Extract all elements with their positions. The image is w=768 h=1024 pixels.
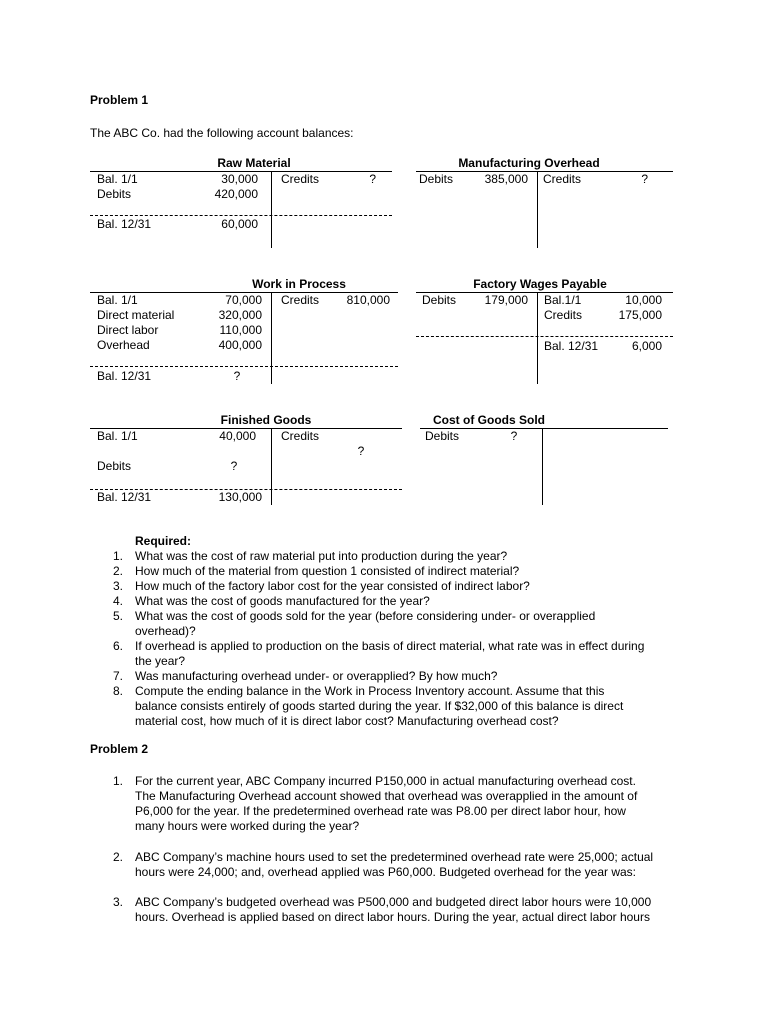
raw-material-title: Raw Material — [217, 156, 291, 170]
wip-center-rule — [271, 292, 272, 384]
fg-bal2-value: 130,000 — [218, 490, 262, 504]
list-item-continuation: material cost, how much of it is direct labor cost? Manufacturing overhead cost? — [135, 714, 559, 728]
raw-material-bal2-value: 60,000 — [221, 217, 258, 231]
fwp-bal1-label: Bal.1/1 — [544, 293, 582, 307]
cogs-title: Cost of Goods Sold — [433, 413, 545, 427]
list-item-continuation: balance consists entirely of goods started during the year. If $32,000 of this balance is direct — [135, 699, 624, 713]
list-item: If overhead is applied to production on the basis of direct material, what rate was in effect during — [135, 639, 645, 653]
list-item-continuation: P6,000 for the year. If the predetermined overhead rate was P8.00 per direct labor hour, how — [135, 804, 626, 818]
list-item-number: 3. — [112, 895, 123, 909]
wip-oh-value: 400,000 — [218, 338, 262, 352]
wip-oh-label: Overhead — [97, 338, 150, 352]
wip-dl-value: 110,000 — [219, 323, 262, 337]
raw-material-debits-label: Debits — [97, 187, 132, 201]
list-item: Compute the ending balance in the Work in Process Inventory account. Assume that this — [135, 684, 605, 698]
list-item-continuation: hours. Overhead is applied based on direct labor hours. During the year, actual direct labor hours — [135, 910, 650, 924]
raw-material-debits-value: 420,000 — [214, 187, 258, 201]
fg-title: Finished Goods — [220, 413, 312, 427]
raw-material-credits-label: Credits — [281, 172, 320, 186]
fwp-bal2-label: Bal. 12/31 — [544, 339, 599, 353]
wip-credits-value: 810,000 — [346, 293, 390, 307]
fwp-bal2-value: 6,000 — [631, 339, 662, 353]
wip-bal2-value: ? — [233, 369, 241, 383]
wip-title: Work in Process — [252, 277, 346, 291]
list-item-continuation: The Manufacturing Overhead account showed that overhead was overapplied in the amount of — [135, 789, 638, 803]
list-item: How much of the factory labor cost for the year consisted of indirect labor? — [135, 579, 530, 593]
cogs-center-rule — [542, 428, 543, 505]
fwp-title: Factory Wages Payable — [473, 277, 607, 291]
list-item: ABC Company’s budgeted overhead was P500,000 and budgeted direct labor hours were 10,000 — [135, 895, 652, 909]
problem1-intro: The ABC Co. had the following account balances: — [90, 126, 354, 140]
fwp-debits-label: Debits — [422, 293, 457, 307]
raw-material-center-rule — [271, 171, 272, 248]
fwp-credits-value: 175,000 — [618, 308, 662, 322]
list-item: What was the cost of goods manufactured for the year? — [135, 594, 430, 608]
list-item-number: 2. — [112, 850, 123, 864]
problem1-title: Problem 1 — [90, 93, 149, 107]
fg-bal1-label: Bal. 1/1 — [97, 429, 138, 443]
list-item-continuation: many hours were worked during the year? — [135, 819, 360, 833]
list-item: ABC Company’s machine hours used to set the predetermined overhead rate were 25,000; actual — [135, 850, 654, 864]
raw-material-bal2-label: Bal. 12/31 — [97, 217, 152, 231]
raw-material-bal1-label: Bal. 1/1 — [97, 172, 138, 186]
wip-dashed-rule — [90, 366, 398, 367]
list-item-number: 7. — [112, 669, 123, 683]
fg-credits-value: ? — [357, 444, 365, 458]
list-item-number: 4. — [112, 594, 123, 608]
fg-debits-value: ? — [230, 459, 238, 473]
mfg-overhead-credits-value: ? — [641, 172, 648, 186]
mfg-overhead-center-rule — [537, 171, 538, 248]
raw-material-dashed-rule — [90, 215, 392, 216]
mfg-overhead-debits-label: Debits — [419, 172, 454, 186]
list-item-number: 2. — [112, 564, 123, 578]
list-item: For the current year, ABC Company incurred P150,000 in actual manufacturing overhead cost. — [135, 774, 636, 788]
mfg-overhead-credits-label: Credits — [543, 172, 582, 186]
fg-bal1-value: 40,000 — [219, 429, 256, 443]
cogs-debits-label: Debits — [425, 429, 460, 443]
list-item: How much of the material from question 1 consisted of indirect material? — [135, 564, 520, 578]
wip-dm-label: Direct material — [97, 308, 175, 322]
fg-debits-label: Debits — [97, 459, 132, 473]
list-item: What was the cost of raw material put into production during the year? — [135, 549, 508, 563]
wip-bal1-label: Bal. 1/1 — [97, 293, 138, 307]
list-item-number: 3. — [112, 579, 123, 593]
problem2-title: Problem 2 — [90, 742, 149, 756]
list-item-number: 1. — [112, 549, 123, 563]
fwp-debits-value: 179,000 — [484, 293, 528, 307]
list-item-number: 6. — [112, 639, 123, 653]
list-item-number: 8. — [112, 684, 123, 698]
list-item-continuation: hours were 24,000; and, overhead applied was P60,000. Budgeted overhead for the year was: — [135, 865, 637, 879]
fwp-bal1-value: 10,000 — [625, 293, 662, 307]
mfg-overhead-title: Manufacturing Overhead — [458, 156, 600, 170]
wip-bal1-value: 70,000 — [225, 293, 262, 307]
list-item-number: 1. — [112, 774, 123, 788]
raw-material-bal1-value: 30,000 — [221, 172, 258, 186]
wip-dm-value: 320,000 — [218, 308, 262, 322]
fwp-credits-label: Credits — [544, 308, 583, 322]
raw-material-credits-value: ? — [369, 172, 376, 186]
wip-bal2-label: Bal. 12/31 — [97, 369, 152, 383]
fg-credits-label: Credits — [281, 429, 320, 443]
wip-credits-label: Credits — [281, 293, 320, 307]
cogs-debits-value: ? — [510, 429, 518, 443]
fwp-center-rule — [537, 292, 538, 384]
list-item: Was manufacturing overhead under- or overapplied? By how much? — [135, 669, 498, 683]
mfg-overhead-debits-value: 385,000 — [484, 172, 528, 186]
list-item-number: 5. — [112, 609, 123, 623]
wip-dl-label: Direct labor — [97, 323, 159, 337]
fwp-dashed-rule — [416, 336, 673, 337]
fg-bal2-label: Bal. 12/31 — [97, 490, 152, 504]
list-item: What was the cost of goods sold for the year (before considering under- or overapplied — [135, 609, 596, 623]
required-title: Required: — [135, 534, 192, 548]
fg-center-rule — [271, 428, 272, 505]
list-item-continuation: the year? — [135, 654, 186, 668]
list-item-continuation: overhead)? — [135, 624, 196, 638]
